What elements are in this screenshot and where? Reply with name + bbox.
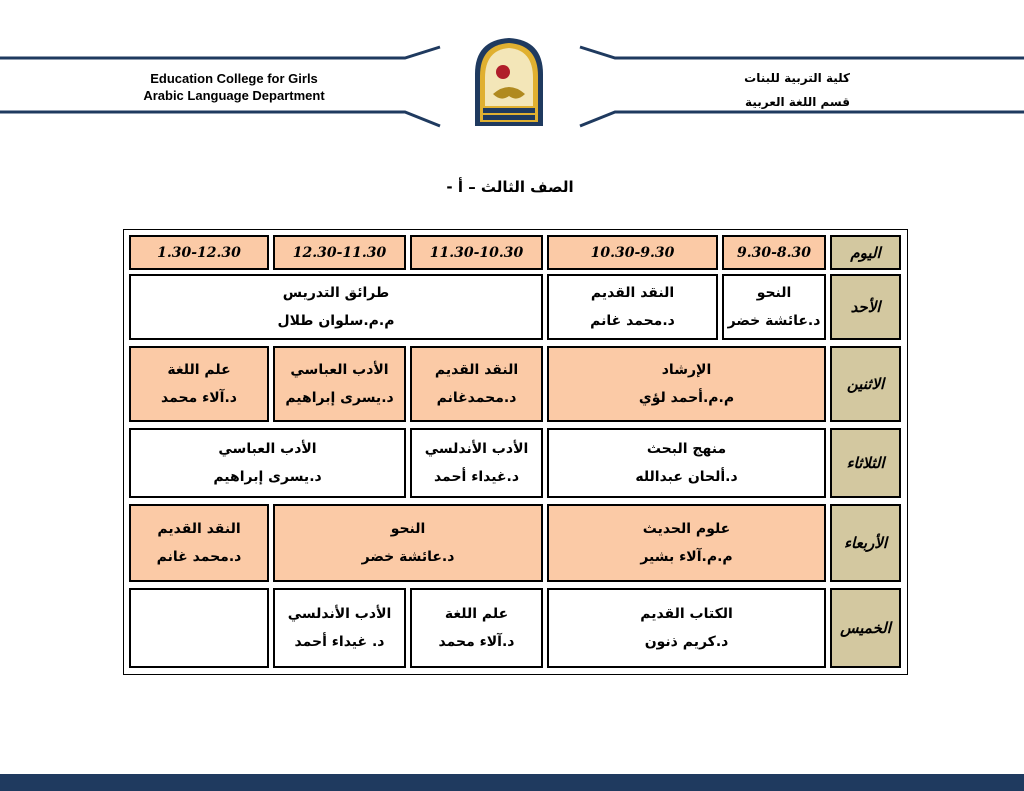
session-teacher: م.م.أحمد لؤي [638,390,735,406]
day-column-header: اليوم [830,235,901,270]
department-name-ar: قسم اللغة العربية [745,95,850,109]
session-subject: النحو [756,285,792,301]
day-label: الاثنين [830,346,901,422]
session-subject: الإرشاد [661,362,712,378]
time-slot-header: 10.30-9.30 [547,235,718,270]
class-session [273,588,406,668]
session-teacher: د.عائشة خضر [727,313,821,329]
session-teacher: د.ألحان عبدالله [635,469,738,485]
session-subject: الأدب العباسي [218,441,317,457]
college-name-en: Education College for Girls [150,71,318,86]
session-teacher: م.م.آلاء بشير [640,549,733,565]
session-teacher: د.محمد غانم [590,313,675,329]
session-teacher: د.عائشة خضر [361,549,455,565]
class-session [722,274,826,340]
session-teacher: د.يسرى إبراهيم [285,390,394,406]
session-subject: علوم الحديث [642,521,731,537]
session-teacher: د.محمدغانم [436,390,517,406]
department-name-en: Arabic Language Department [143,88,325,103]
class-session [410,588,543,668]
session-subject: طرائق التدريس [282,285,390,301]
class-session-empty [129,588,269,668]
session-teacher: م.م.سلوان طلال [277,313,395,329]
time-slot-header: 12.30-11.30 [273,235,406,270]
class-session [547,428,826,498]
session-subject: النقد القديم [157,521,241,537]
day-label: الخميس [830,588,901,668]
college-name-arabic [700,66,850,114]
session-teacher: د. غيداء أحمد [294,634,385,650]
class-session [273,346,406,422]
class-session [410,346,543,422]
session-subject: منهج البحث [646,441,727,457]
session-subject: الأدب العباسي [290,362,389,378]
time-slot-header: 11.30-10.30 [410,235,543,270]
class-session [547,588,826,668]
college-name-ar: كلية التربية للبنات [744,71,850,85]
footer-bar [0,774,1024,791]
college-logo [467,36,551,128]
class-session [129,346,269,422]
class-session [547,274,718,340]
day-label: الأحد [830,274,901,340]
session-teacher: د.محمد غانم [156,549,242,565]
day-label: الأربعاء [830,504,901,582]
class-session [547,346,826,422]
session-subject: علم اللغة [444,606,509,622]
session-subject: الأدب الأندلسي [287,606,392,622]
class-session [410,428,543,498]
class-session [129,504,269,582]
time-slot-header: 1.30-12.30 [129,235,269,270]
class-session [129,428,406,498]
session-subject: النحو [390,521,426,537]
session-teacher: د.يسرى إبراهيم [213,469,322,485]
class-session [273,504,543,582]
session-teacher: د.غيداء أحمد [433,469,520,485]
class-title: الصف الثالث – أ - [446,178,574,196]
class-session [129,274,543,340]
session-subject: علم اللغة [167,362,231,378]
schedule-table [123,229,908,675]
session-subject: الكتاب القديم [640,606,733,622]
session-subject: النقد القديم [434,362,519,378]
session-teacher: د.آلاء محمد [161,390,237,406]
session-subject: النقد القديم [590,285,675,301]
day-label: الثلاثاء [830,428,901,498]
class-session [547,504,826,582]
session-subject: الأدب الأندلسي [424,441,529,457]
time-slot-header: 9.30-8.30 [722,235,826,270]
session-teacher: د.كريم ذنون [644,634,729,650]
session-teacher: د.آلاء محمد [438,634,515,650]
college-name-english [104,70,364,104]
